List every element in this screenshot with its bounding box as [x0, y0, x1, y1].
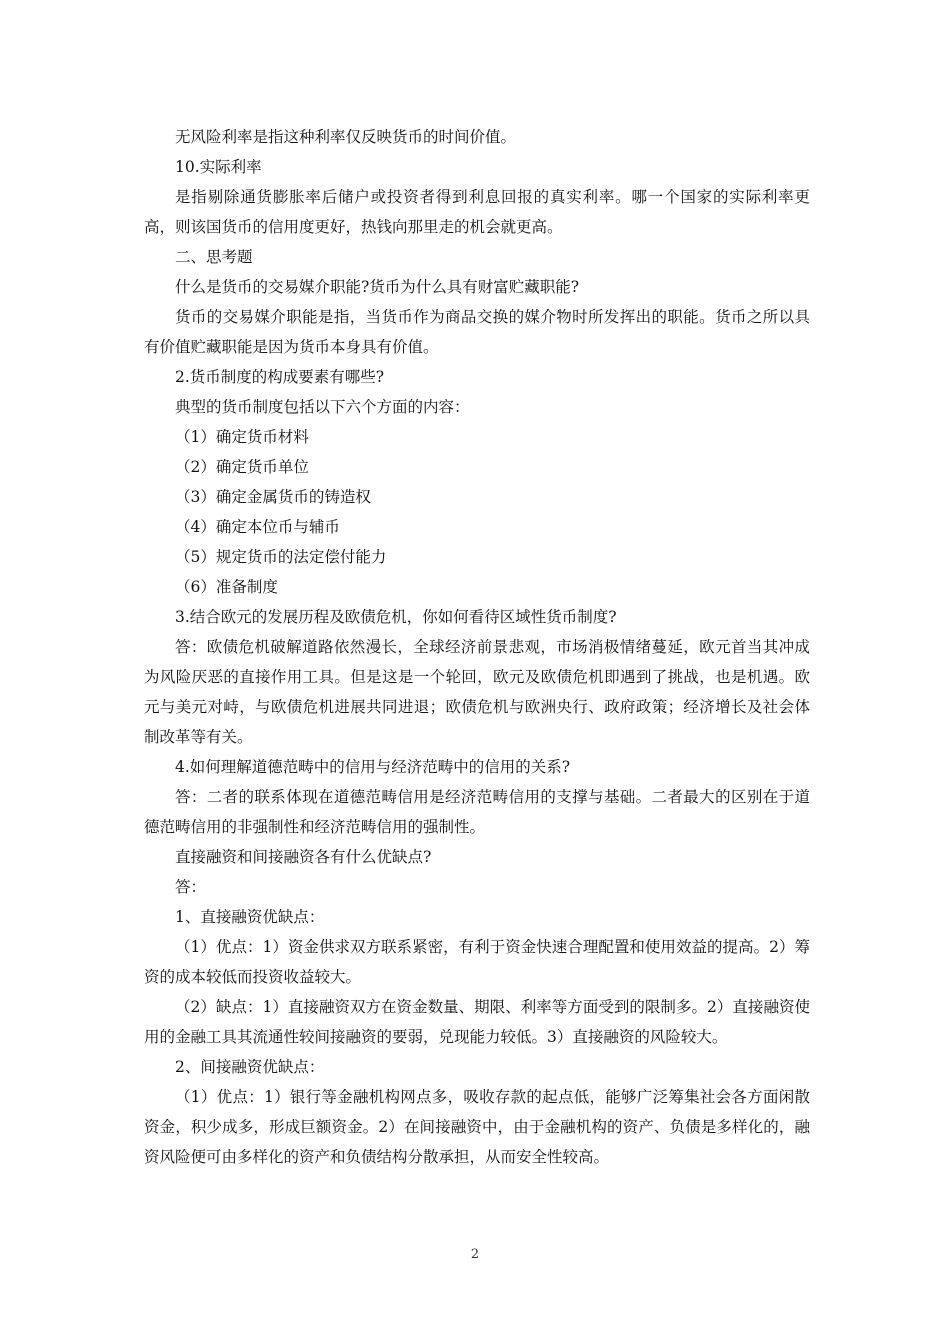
question: 什么是货币的交易媒介职能?货币为什么具有财富贮藏职能?: [175, 278, 580, 296]
sub-heading: 1、直接融资优缺点：: [175, 908, 325, 926]
question: 3.结合欧元的发展历程及欧债危机，你如何看待区域性货币制度?: [175, 608, 617, 626]
section-heading: 10.实际利率: [175, 158, 262, 176]
paragraph: 无风险利率是指这种利率仅反映货币的时间价值。: [175, 128, 517, 146]
list-item: （4）确定本位币与辅币: [175, 518, 340, 536]
paragraph: 典型的货币制度包括以下六个方面的内容：: [175, 398, 470, 416]
answer: 答：二者的联系体现在道德范畴信用是经济范畴信用的支撑与基础。二者最大的区别在于道德范畴信用的非强制性和经济范畴信用的强制性。: [144, 788, 810, 836]
sub-heading: 2、间接融资优缺点：: [175, 1058, 325, 1076]
list-item: （5）规定货币的法定偿付能力: [175, 548, 387, 566]
answer-label: 答：: [175, 878, 207, 896]
list-item: （3）确定金属货币的铸造权: [175, 488, 371, 506]
section-heading: 二、思考题: [175, 248, 253, 266]
paragraph: （2）缺点：1）直接融资双方在资金数量、期限、利率等方面受到的限制多。2）直接融资使用的金融工具其流通性较间接融资的要弱，兑现能力较低。3）直接融资的风险较大。: [144, 998, 810, 1046]
list-item: （2）确定货币单位: [175, 458, 309, 476]
paragraph: （1）优点：1）银行等金融机构网点多，吸收存款的起点低，能够广泛筹集社会各方面闲散资金，积少成多，形成巨额资金。2）在间接融资中，由于金融机构的资产、负债是多样化的，融资风险便可由多样化的资产和负债结构分散承担，从而安全性较高。: [144, 1088, 810, 1166]
paragraph: 是指剔除通货膨胀率后储户或投资者得到利息回报的真实利率。哪一个国家的实际利率更高，则该国货币的信用度更好，热钱向那里走的机会就更高。: [144, 188, 810, 236]
question: 4.如何理解道德范畴中的信用与经济范畴中的信用的关系?: [175, 758, 571, 776]
list-item: （6）准备制度: [175, 578, 278, 596]
page-number: 2: [470, 1247, 480, 1262]
question: 直接融资和间接融资各有什么优缺点?: [175, 848, 432, 866]
list-item: （1）确定货币材料: [175, 428, 309, 446]
paragraph: （1）优点：1）资金供求双方联系紧密，有利于资金快速合理配置和使用效益的提高。2）筹资的成本较低而投资收益较大。: [144, 938, 810, 986]
document-body: [144, 122, 810, 1172]
question: 2.货币制度的构成要素有哪些?: [175, 368, 385, 386]
answer: 货币的交易媒介职能是指，当货币作为商品交换的媒介物时所发挥出的职能。货币之所以具有价值贮藏职能是因为货币本身具有价值。: [144, 308, 810, 356]
answer: 答：欧债危机破解道路依然漫长，全球经济前景悲观，市场消极情绪蔓延，欧元首当其冲成为风险厌恶的直接作用工具。但是这是一个轮回，欧元及欧债危机即遇到了挑战，也是机遇。欧元与美元对峙，与欧债危机进展共同进退；欧债危机与欧洲央行、政府政策；经济增长及社会体制改革等有关。: [144, 638, 810, 746]
